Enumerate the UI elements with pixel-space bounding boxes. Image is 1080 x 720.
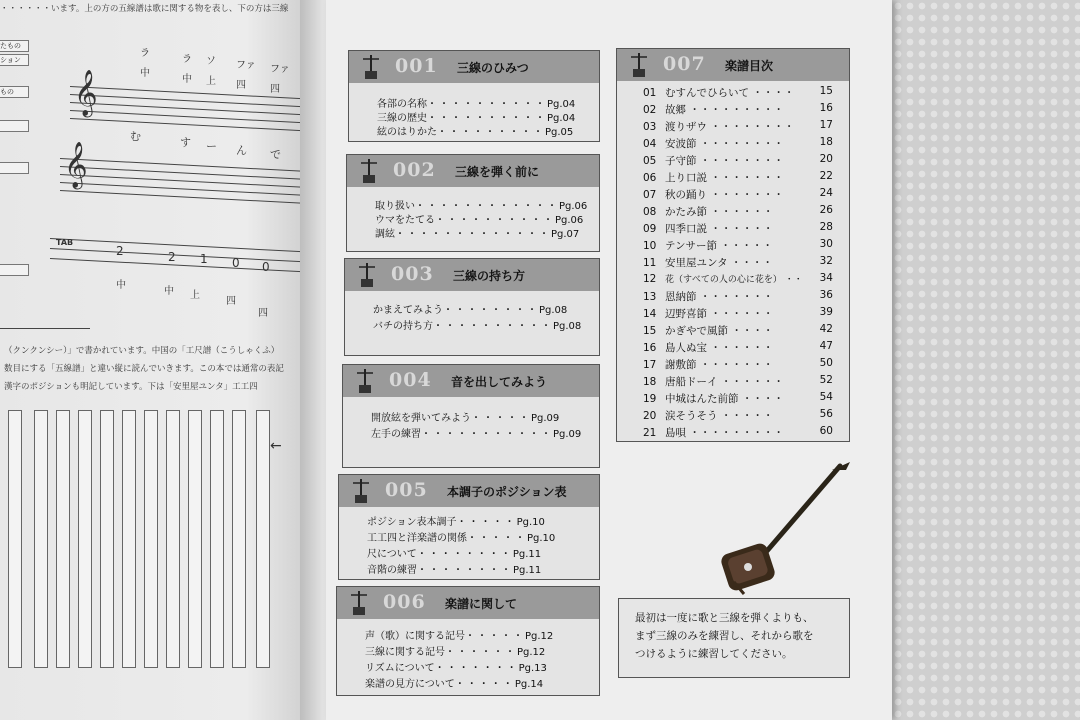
side-label: もの <box>0 86 29 98</box>
score-item[interactable]: 02 故郷 ・・・・・・・・・ 16 <box>643 102 833 116</box>
score-item[interactable]: 04 安波節 ・・・・・・・・ 18 <box>643 136 833 150</box>
score-item[interactable]: 03 渡りザウ ・・・・・・・・ 17 <box>643 119 833 133</box>
kunkunshi-low-2: 中 <box>164 286 174 297</box>
score-item[interactable]: 13 恩納節 ・・・・・・・ 36 <box>643 289 833 303</box>
section-number: 006 <box>383 591 426 613</box>
toc-entry[interactable]: 三線に関する記号・・・・・・Pg.12 <box>365 647 546 658</box>
left-top-text: ・・・・・・います。上の方の五線譜は歌に関する物を表し、下の方は三線 <box>0 4 289 14</box>
shamisen-icon <box>357 53 385 81</box>
section-title: 楽譜に関して <box>445 597 518 611</box>
toc-entry[interactable]: バチの持ち方・・・・・・・・・・Pg.08 <box>373 321 582 332</box>
kunkunshi-up-4: 四 <box>236 80 246 91</box>
score-index <box>616 48 850 442</box>
section-header <box>617 49 849 81</box>
shamisen-icon <box>625 51 653 79</box>
lyric-5: で <box>270 148 281 161</box>
tab-num-3: 1 <box>200 252 208 266</box>
shamisen-illustration-icon <box>714 456 854 596</box>
section-header <box>347 155 599 187</box>
side-label: たもの <box>0 40 29 52</box>
toc-entry[interactable]: 左手の練習・・・・・・・・・・・Pg.09 <box>371 429 582 440</box>
section-header <box>343 365 599 397</box>
treble-clef-icon: 𝄞 <box>74 70 98 116</box>
lyric-3: ー <box>206 140 217 153</box>
kunkunshi-up-3: 上 <box>206 76 216 87</box>
tab-num-1: 2 <box>116 244 124 258</box>
section-title: 本調子のポジション表 <box>447 485 567 499</box>
section-number: 003 <box>391 263 434 285</box>
toc-entry[interactable]: かまえてみよう・・・・・・・・Pg.08 <box>373 305 568 316</box>
section-number: 001 <box>395 55 438 77</box>
note-line: つけるように練習してください。 <box>635 648 793 660</box>
score-item[interactable]: 11 安里屋ユンタ ・・・・ 32 <box>643 255 833 269</box>
solfege-2: ラ <box>182 54 192 65</box>
side-label <box>0 120 29 132</box>
section-number: 004 <box>389 369 432 391</box>
score-item[interactable]: 09 四季口説 ・・・・・・ 28 <box>643 221 833 235</box>
toc-entry[interactable]: ポジション表本調子・・・・・Pg.10 <box>367 517 545 528</box>
background-mat <box>880 0 1080 720</box>
tab-label: TAB <box>56 238 74 247</box>
side-label: ション <box>0 54 29 66</box>
score-item[interactable]: 01 むすんでひらいて ・・・・ 15 <box>643 85 833 99</box>
paragraph-line: （クンクンシー）」で書かれています。中国の「工尺譜（こうしゃくふ） <box>4 346 280 356</box>
score-item[interactable]: 19 中城はんた前節 ・・・・ 54 <box>643 391 833 405</box>
left-page <box>0 0 308 720</box>
score-item[interactable]: 21 島唄 ・・・・・・・・・ 60 <box>643 425 833 439</box>
score-item[interactable]: 17 謝敷節 ・・・・・・・ 50 <box>643 357 833 371</box>
toc-entry[interactable]: 楽譜の見方について・・・・・Pg.14 <box>365 679 544 690</box>
section-header <box>339 475 599 507</box>
kunkunshi-up-2: 中 <box>182 74 192 85</box>
paragraph-line: 数目にする「五線譜」と違い縦に読んでいきます。この本では通常の表記 <box>4 364 284 374</box>
section-004 <box>342 364 600 468</box>
kunkunshi-low-5: 四 <box>258 308 268 319</box>
tab-num-4: 0 <box>232 256 240 270</box>
score-item[interactable]: 20 涙そうそう ・・・・・ 56 <box>643 408 833 422</box>
score-item[interactable]: 06 上り口説 ・・・・・・・ 22 <box>643 170 833 184</box>
shamisen-icon <box>345 589 373 617</box>
toc-entry[interactable]: 尺について・・・・・・・・Pg.11 <box>367 549 542 560</box>
section-header <box>337 587 599 619</box>
section-title: 三線を弾く前に <box>455 165 540 179</box>
section-number: 002 <box>393 159 436 181</box>
practice-note <box>618 598 850 678</box>
section-title: 楽譜目次 <box>725 59 774 73</box>
side-label <box>0 162 29 174</box>
shamisen-icon <box>353 261 381 289</box>
kunkunshi-up-1: 中 <box>140 68 150 79</box>
kunkunshi-low-4: 四 <box>226 296 236 307</box>
score-item[interactable]: 12 花（すべての人の心に花を） ・・ 34 <box>643 272 833 285</box>
toc-entry[interactable]: 工工四と洋楽譜の関係・・・・・Pg.10 <box>367 533 556 544</box>
lyric-4: ん <box>236 144 247 157</box>
toc-entry[interactable]: 三線の歴史・・・・・・・・・・Pg.04 <box>377 113 576 124</box>
toc-entry[interactable]: ウマをたてる・・・・・・・・・・Pg.06 <box>375 215 584 226</box>
note-line: まず三線のみを練習し、それから歌を <box>635 630 814 642</box>
toc-entry[interactable]: 調絃・・・・・・・・・・・・・Pg.07 <box>375 229 580 240</box>
treble-clef-icon: 𝄞 <box>64 142 88 188</box>
left-arrow-icon: ← <box>270 438 282 454</box>
section-number: 007 <box>663 53 706 75</box>
toc-entry[interactable]: 声（歌）に関する記号・・・・・Pg.12 <box>365 631 554 642</box>
solfege-5: ファ <box>270 64 290 75</box>
kunkunshi-low-1: 中 <box>116 280 126 291</box>
kunkunshi-low-3: 上 <box>190 290 200 301</box>
note-line: 最初は一度に歌と三線を弾くよりも、 <box>635 612 814 624</box>
score-item[interactable]: 05 子守節 ・・・・・・・・ 20 <box>643 153 833 167</box>
kunkunshi-up-5: 四 <box>270 84 280 95</box>
toc-entry[interactable]: 絃のはりかた・・・・・・・・・Pg.05 <box>377 127 574 138</box>
lyric-1: む <box>130 130 141 143</box>
section-006 <box>336 586 600 696</box>
section-title: 三線の持ち方 <box>453 269 526 283</box>
section-title: 三線のひみつ <box>457 61 529 75</box>
solfege-3: ソ <box>206 56 216 67</box>
section-header <box>345 259 599 291</box>
side-label <box>0 264 29 276</box>
shamisen-icon <box>351 367 379 395</box>
toc-entry[interactable]: 取り扱い・・・・・・・・・・・・Pg.06 <box>375 201 588 212</box>
toc-entry[interactable]: リズムについて・・・・・・・Pg.13 <box>365 663 547 674</box>
toc-entry[interactable]: 各部の名称・・・・・・・・・・Pg.04 <box>377 99 576 110</box>
score-item[interactable]: 15 かぎやで風節 ・・・・ 42 <box>643 323 833 337</box>
section-003 <box>344 258 600 356</box>
right-page <box>326 0 892 720</box>
section-header <box>349 51 599 83</box>
shamisen-icon <box>347 477 375 505</box>
shamisen-icon <box>355 157 383 185</box>
section-title: 音を出してみよう <box>451 375 548 389</box>
score-item[interactable]: 08 かたみ節 ・・・・・・ 26 <box>643 204 833 218</box>
score-item[interactable]: 14 辺野喜節 ・・・・・・ 39 <box>643 306 833 320</box>
score-item[interactable]: 10 テンサー節 ・・・・・ 30 <box>643 238 833 252</box>
score-item[interactable]: 07 秋の踊り ・・・・・・・ 24 <box>643 187 833 201</box>
paragraph-line: 漢字のポジションも明記しています。下は「安里屋ユンタ」工工四 <box>4 382 258 392</box>
score-item[interactable]: 18 唐船ドーイ ・・・・・・ 52 <box>643 374 833 388</box>
score-item[interactable]: 16 島人ぬ宝 ・・・・・・ 47 <box>643 340 833 354</box>
solfege-4: ファ <box>236 60 256 71</box>
lyric-2: す <box>180 136 191 149</box>
solfege-1: ラ <box>140 48 150 59</box>
toc-entry[interactable]: 音階の練習・・・・・・・・Pg.11 <box>367 565 542 576</box>
section-001 <box>348 50 600 142</box>
section-number: 005 <box>385 479 428 501</box>
tab-num-5: 0 <box>262 260 270 274</box>
section-005 <box>338 474 600 580</box>
section-002 <box>346 154 600 252</box>
tab-num-2: 2 <box>168 250 176 264</box>
toc-entry[interactable]: 開放絃を弾いてみよう・・・・・Pg.09 <box>371 413 560 424</box>
